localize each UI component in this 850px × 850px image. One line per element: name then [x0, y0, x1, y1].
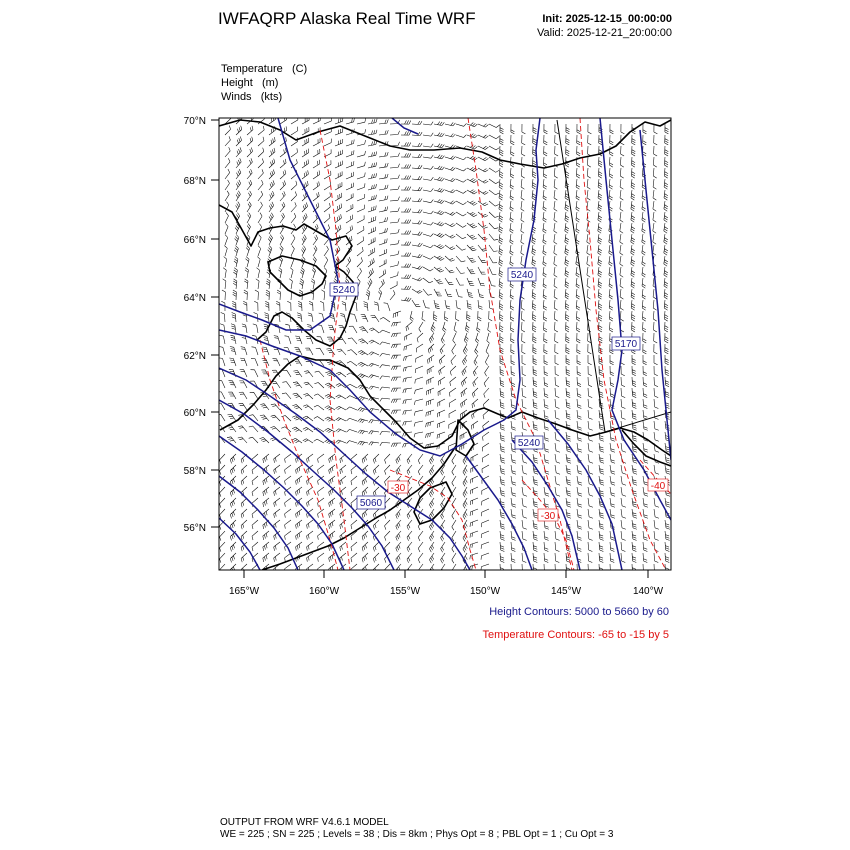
temp-label: -30	[390, 483, 406, 494]
lon-label: 150°W	[469, 586, 501, 597]
field-unit: (kts)	[260, 91, 283, 103]
height-contour	[219, 436, 344, 570]
lat-label: 70°N	[183, 116, 206, 127]
lon-label: 145°W	[550, 586, 582, 597]
model-info-line2: WE = 225 ; SN = 225 ; Levels = 38 ; Dis = 8km ; Phys Opt = 8 ; PBL Opt = 1 ; Cu Opt = 3	[220, 829, 614, 840]
height-label: 5240	[517, 438, 541, 449]
lat-label: 64°N	[183, 293, 206, 304]
valid-time: Valid: 2025-12-21_20:00:00	[537, 27, 672, 39]
longitude-axis	[229, 570, 664, 597]
seward-peninsula	[268, 256, 326, 296]
lon-label: 160°W	[308, 586, 340, 597]
temp-label: -30	[540, 511, 556, 522]
model-info-line1: OUTPUT FROM WRF V4.6.1 MODEL	[220, 817, 389, 828]
temp-label: -40	[650, 481, 666, 492]
temp-contour	[320, 130, 350, 570]
height-label: 5240	[510, 270, 534, 281]
field-name: Temperature	[221, 63, 283, 75]
height-contour-legend: Height Contours: 5000 to 5660 by 60	[489, 606, 669, 618]
height-contour	[548, 420, 622, 570]
temperature-contour-legend: Temperature Contours: -65 to -15 by 5	[482, 629, 669, 641]
latitude-axis	[184, 116, 219, 534]
field-unit: (C)	[291, 63, 308, 75]
canada-border-south	[605, 412, 671, 432]
lat-label: 62°N	[183, 351, 206, 362]
lat-label: 58°N	[183, 466, 206, 477]
lon-label: 165°W	[228, 586, 260, 597]
lon-label: 155°W	[389, 586, 421, 597]
height-label: 5240	[332, 285, 356, 296]
lat-label: 56°N	[183, 523, 206, 534]
lat-label: 66°N	[183, 235, 206, 246]
lon-label: 140°W	[632, 586, 664, 597]
height-contour	[219, 518, 260, 570]
field-unit: (m)	[261, 77, 279, 89]
height-label: 5170	[614, 339, 638, 350]
temp-contour	[468, 118, 572, 570]
canada-border	[557, 120, 605, 432]
wind-barb-field	[216, 115, 670, 575]
lat-label: 60°N	[183, 408, 206, 419]
map-title: IWFAQRP Alaska Real Time WRF	[218, 9, 476, 28]
lat-label: 68°N	[183, 176, 206, 187]
height-label: 5060	[359, 498, 383, 509]
init-time: Init: 2025-12-15_00:00:00	[542, 13, 672, 25]
height-contour	[392, 118, 418, 134]
temperature-contour-labels	[388, 479, 668, 522]
height-contour-labels	[330, 268, 640, 509]
height-contour	[219, 400, 394, 570]
field-name: Winds	[221, 91, 252, 103]
field-name: Height	[221, 77, 253, 89]
height-contour	[466, 456, 532, 570]
height-contour	[640, 130, 671, 460]
wind-barbs	[216, 115, 670, 575]
